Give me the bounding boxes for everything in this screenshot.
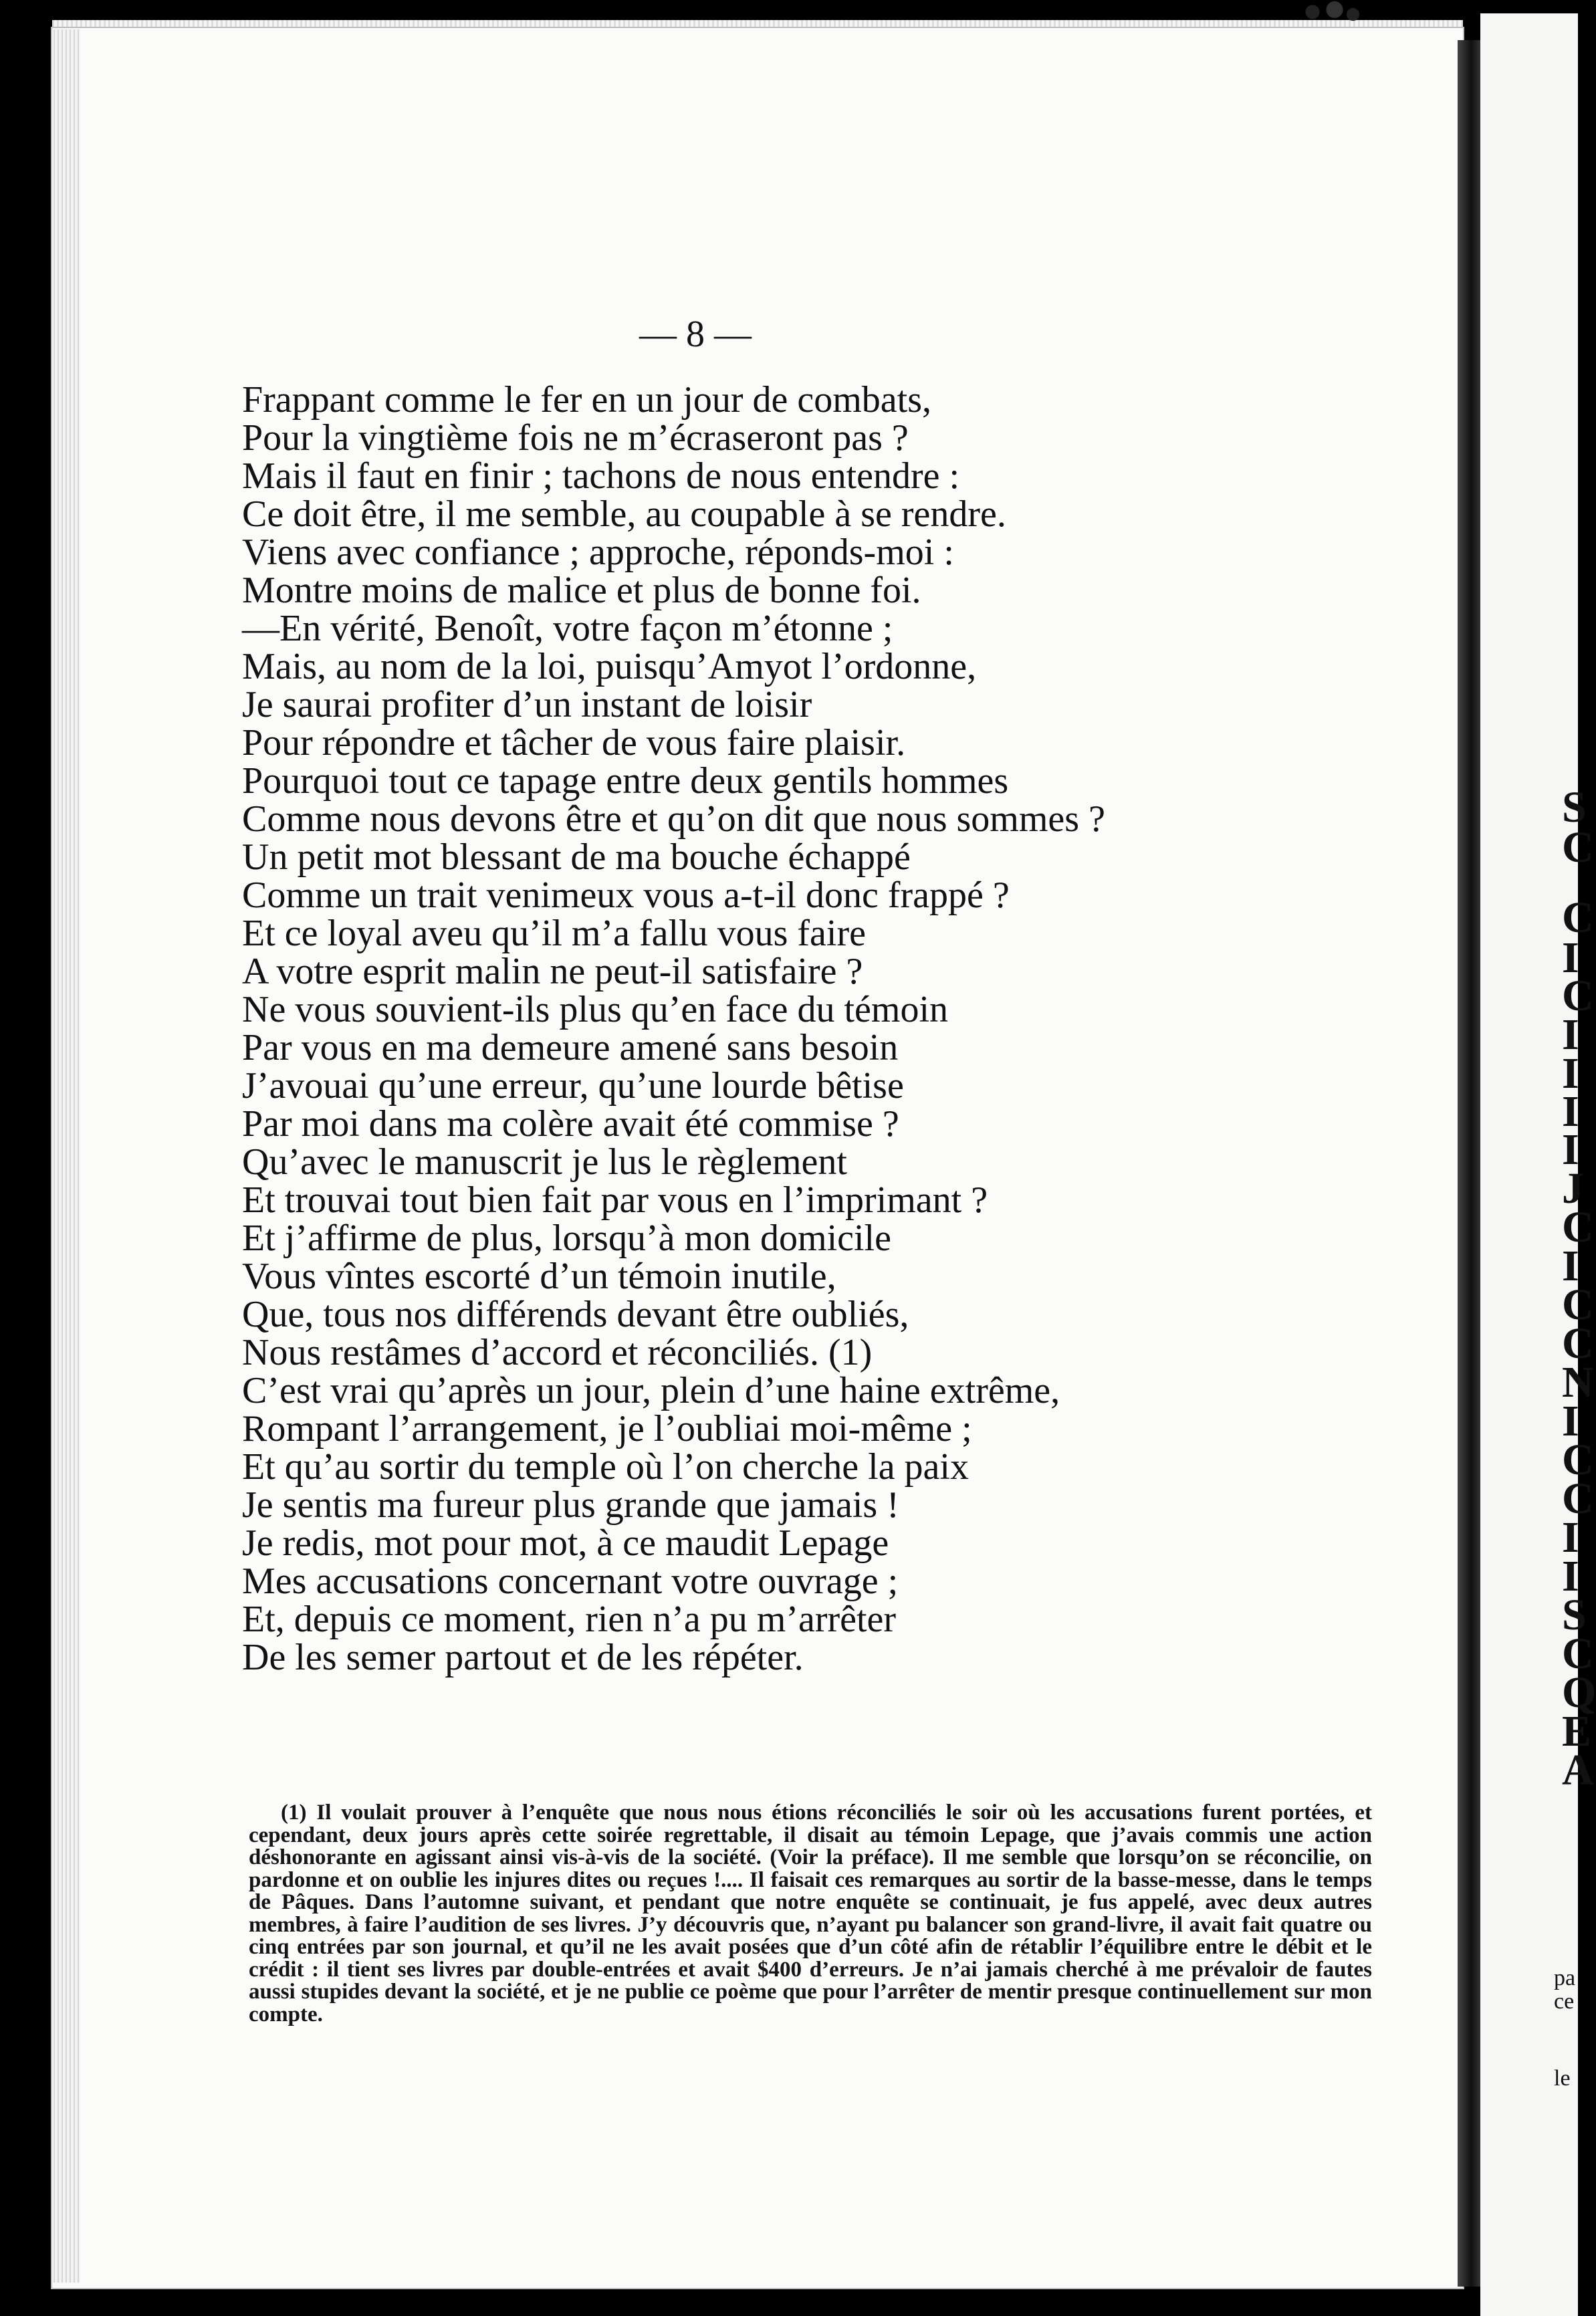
verse-line: Et qu’au sortir du temple où l’on cherche la paix bbox=[242, 1446, 969, 1488]
verse-line: Par vous en ma demeure amené sans besoin bbox=[242, 1027, 899, 1068]
next-page-letter: C bbox=[1562, 1280, 1594, 1329]
verse-line: Montre moins de malice et plus de bonne foi. bbox=[242, 570, 921, 611]
verse-line: Rompant l’arrangement, je l’oubliai moi-même ; bbox=[242, 1408, 972, 1450]
verse-line: Vous vîntes escorté d’un témoin inutile, bbox=[242, 1256, 836, 1297]
next-page-letter: I bbox=[1562, 1552, 1579, 1601]
verse-line: Mais il faut en finir ; tachons de nous entendre : bbox=[242, 455, 960, 497]
next-page-letter: C bbox=[1562, 823, 1594, 872]
verse-line: Que, tous nos différends devant être oubliés, bbox=[242, 1294, 909, 1335]
verse-line: Et j’affirme de plus, lorsqu’à mon domicile bbox=[242, 1218, 891, 1259]
next-page-fragment-text: le bbox=[1554, 2066, 1571, 2091]
verse-line: Viens avec confiance ; approche, réponds-moi : bbox=[242, 532, 954, 573]
page-number: — 8 — bbox=[639, 314, 752, 355]
verse-line: Pourquoi tout ce tapage entre deux gentils hommes bbox=[242, 760, 1009, 802]
verse-line: —En vérité, Benoît, votre façon m’étonne ; bbox=[242, 608, 893, 649]
next-page-letter: C bbox=[1562, 1629, 1594, 1678]
next-page-fragment-text: ce bbox=[1554, 1989, 1575, 2014]
next-page-letter: S bbox=[1562, 1591, 1587, 1639]
next-page-letter: A bbox=[1562, 1746, 1594, 1794]
verse-line: Comme nous devons être et qu’on dit que nous sommes ? bbox=[242, 798, 1105, 840]
verse-line: Pour la vingtième fois ne m’écraseront pas ? bbox=[242, 417, 909, 459]
verse-line: Ne vous souvient-ils plus qu’en face du témoin bbox=[242, 989, 949, 1030]
next-page-letter: I bbox=[1562, 1010, 1579, 1059]
next-page-letter: S bbox=[1562, 783, 1587, 832]
next-page-letter: I bbox=[1562, 1397, 1579, 1445]
verse-line: Et ce loyal aveu qu’il m’a fallu vous faire bbox=[242, 913, 866, 954]
verse-line: Un petit mot blessant de ma bouche échappé bbox=[242, 836, 911, 878]
next-page-letter: I bbox=[1562, 933, 1579, 982]
footnote: (1) Il voulait prouver à l’enquête que nous nous étions réconciliés le soir où les accusations furent portées, et cependant, deux jours après cette soirée regrettable, il disait au témoin Lepage, que j’avais commis une action déshonorante en agissant ainsi vis-à-vis de la société. (Voir la préface). Il me semble que lorsqu’on se réconcilie, on pardonne et on oublie les injures dites ou reçues !.... Il faisait ces remarques au sortir de la basse-messe, dans le temps de Pâques. Dans l’automne suivant, et pendant que notre enquête se continuait, je fus appelé, avec deux autres membres, à faire l’audition de ses livres. J’y découvris que, n’ayant pu balancer son grand-livre, il avait fait quatre ou cinq entrées par son journal, et qu’il ne les avait posées que d’un côté afin de rétablir l’équilibre entre le débit et le crédit : il tient ses livres par double-entrées et avait $400 d’erreurs. Je n’ai jamais cherché à me prévaloir de fautes aussi stupides devant la société, et je ne publie ce poème que pour l’arrêter de mentir presque continuellement sur mon compte. bbox=[249, 1801, 1372, 2026]
verse-line: Qu’avec le manuscrit je lus le règlement bbox=[242, 1141, 847, 1183]
verse-line: C’est vrai qu’après un jour, plein d’une haine extrême, bbox=[242, 1370, 1060, 1411]
next-page-letter: E bbox=[1562, 1707, 1592, 1756]
verse-line: A votre esprit malin ne peut-il satisfaire ? bbox=[242, 951, 863, 992]
verse-line: Je redis, mot pour mot, à ce maudit Lepage bbox=[242, 1522, 889, 1564]
next-page-letter: I bbox=[1562, 1125, 1579, 1174]
book-binding-shadow bbox=[1458, 40, 1480, 2287]
verse-block bbox=[242, 381, 1419, 1677]
next-page-letter: C bbox=[1562, 971, 1594, 1020]
next-page-fragment-text: pa bbox=[1554, 1966, 1576, 1990]
next-page-letter: C bbox=[1562, 1474, 1594, 1523]
next-page-letter: I bbox=[1562, 1087, 1579, 1136]
page-left-edge bbox=[53, 29, 80, 2283]
next-page-letter: C bbox=[1562, 1435, 1594, 1484]
next-page-fragment bbox=[1480, 13, 1596, 2316]
next-page-letter: I bbox=[1562, 1242, 1579, 1290]
verse-line: Je saurai profiter d’un instant de loisir bbox=[242, 684, 812, 725]
next-page-letter: I bbox=[1562, 1513, 1579, 1562]
next-page-letter: C bbox=[1562, 1203, 1594, 1252]
verse-line: Je sentis ma fureur plus grande que jamais ! bbox=[242, 1484, 899, 1526]
verse-line: Et trouvai tout bien fait par vous en l’imprimant ? bbox=[242, 1179, 988, 1221]
verse-line: Ce doit être, il me semble, au coupable à se rendre. bbox=[242, 493, 1006, 535]
verse-line: Nous restâmes d’accord et réconciliés. (1) bbox=[242, 1332, 873, 1373]
verse-line: Comme un trait venimeux vous a-t-il donc frappé ? bbox=[242, 875, 1010, 916]
next-page-letter: Q bbox=[1562, 1668, 1596, 1717]
next-page-letter: N bbox=[1562, 1358, 1594, 1407]
verse-line: Par moi dans ma colère avait été commise ? bbox=[242, 1103, 899, 1145]
verse-line: Mais, au nom de la loi, puisqu’Amyot l’ordonne, bbox=[242, 646, 977, 687]
verse-line: Mes accusations concernant votre ouvrage ; bbox=[242, 1560, 899, 1602]
verse-line: Et, depuis ce moment, rien n’a pu m’arrêter bbox=[242, 1599, 897, 1640]
next-page-letter: C bbox=[1562, 1319, 1594, 1368]
scan-artifact bbox=[1290, 0, 1364, 24]
verse-line: J’avouai qu’une erreur, qu’une lourde bêtise bbox=[242, 1065, 904, 1107]
next-page-letter: J bbox=[1562, 1164, 1584, 1213]
next-page-letter: I bbox=[1562, 1049, 1579, 1098]
verse-line: De les semer partout et de les répéter. bbox=[242, 1637, 804, 1678]
next-page-letter: C bbox=[1562, 893, 1594, 942]
verse-line: Frappant comme le fer en un jour de combats, bbox=[242, 379, 931, 421]
verse-line: Pour répondre et tâcher de vous faire plaisir. bbox=[242, 722, 906, 764]
